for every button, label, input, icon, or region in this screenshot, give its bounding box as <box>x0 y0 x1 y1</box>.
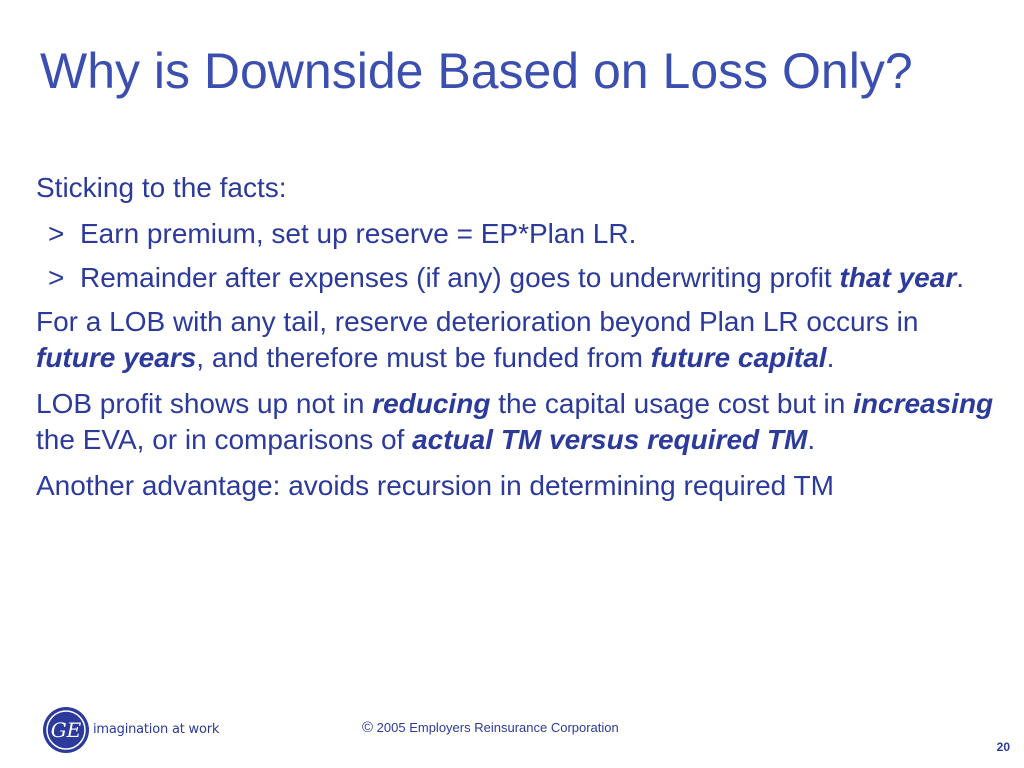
paragraph-text: For a LOB with any tail, reserve deterioration beyond Plan LR occurs in <box>36 306 919 337</box>
copyright-notice <box>362 719 619 736</box>
tagline-text: imagination at work <box>93 722 220 737</box>
copyright-symbol: © <box>362 719 374 736</box>
page-number: 20 <box>996 740 1010 754</box>
emphasis-text: actual TM versus required TM <box>412 424 808 455</box>
paragraph-text: , and therefore must be funded from <box>196 342 651 373</box>
logo-text: GE <box>50 718 82 742</box>
ge-logo-icon <box>42 706 90 754</box>
emphasis-text: increasing <box>853 388 994 419</box>
bullet-text: Earn premium, set up reserve = EP*Plan LR. <box>80 218 637 249</box>
paragraph-tail <box>36 304 996 376</box>
paragraph-text: the EVA, or in comparisons of <box>36 424 413 455</box>
paragraph-advantage: Another advantage: avoids recursion in determining required TM <box>36 470 834 501</box>
slide-title: Why is Downside Based on Loss Only? <box>40 43 913 99</box>
emphasis-text: future capital <box>650 342 827 373</box>
paragraph-text: LOB profit shows up not in <box>36 388 373 419</box>
copyright-text: 2005 Employers Reinsurance Corporation <box>373 720 619 735</box>
intro-text: Sticking to the facts: <box>36 172 287 203</box>
bullet-text: . <box>956 262 964 293</box>
emphasis-text: reducing <box>372 388 491 419</box>
emphasis-text: future years <box>36 342 197 373</box>
paragraph-profit <box>36 386 996 458</box>
bullet-item <box>36 260 996 296</box>
bullet-marker: > <box>48 218 65 249</box>
paragraph-text: . <box>807 424 816 455</box>
bullet-text: Remainder after expenses (if any) goes to underwriting profit <box>80 262 840 293</box>
bullet-marker: > <box>48 262 65 293</box>
emphasis-text: that year <box>839 262 957 293</box>
paragraph-text: . <box>826 342 835 373</box>
paragraph-text: the capital usage cost but in <box>490 388 854 419</box>
bullet-item <box>36 216 996 252</box>
slide-body <box>36 170 996 514</box>
